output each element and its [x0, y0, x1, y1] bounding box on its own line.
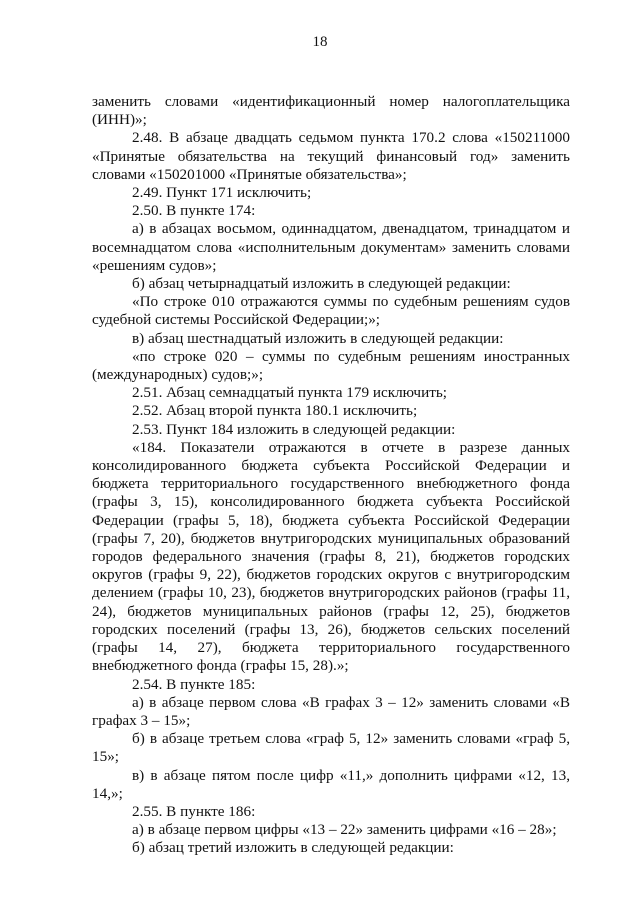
paragraph: 2.53. Пункт 184 изложить в следующей редакции:: [132, 420, 456, 438]
paragraph: заменить словами «идентификационный номер налогоплательщика (ИНН)»;: [92, 93, 570, 129]
paragraph: «184. Показатели отражаются в отчете в разрезе данных консолидированного бюджета субъекта Российской Федерации и бюджета территориального государственного внебюджетного фонда (графы 3, 15), консолидированного бюджета субъекта Российской Федерации (графы 5, 18), бюджета субъекта Российской Федерации (графы 7, 20), бюджетов внутригородских муниципальных образований городов федерального значения (графы 8, 21), бюджетов городских округов (графы 9, 22), бюджетов городских округов с внутригородским делением (графы 10, 23), бюджетов внутригородских районов (графы 11, 24), бюджетов муниципальных районов (графы 12, 25), бюджетов городских поселений (графы 13, 26), бюджетов сельских поселений (графы 14, 27), бюджета территориального государственного внебюджетного фонда (графы 15, 28).»;: [92, 438, 570, 675]
paragraph: 2.55. В пункте 186:: [132, 802, 256, 820]
paragraph: б) в абзаце третьем слова «граф 5, 12» заменить словами «граф 5, 15»;: [92, 730, 570, 766]
page-number: 18: [312, 34, 328, 50]
paragraph: «По строке 010 отражаются суммы по судебным решениям судов судебной системы Российской Федерации;»;: [92, 293, 570, 329]
paragraph: 2.48. В абзаце двадцать седьмом пункта 170.2 слова «150211000 «Принятые обязательства на текущий финансовый год» заменить словами «150201000 «Принятые обязательства»;: [92, 129, 570, 183]
document-body: [92, 93, 570, 858]
paragraph: а) в абзаце первом слова «В графах 3 – 12» заменить словами «В графах 3 – 15»;: [92, 693, 570, 729]
paragraph: а) в абзацах восьмом, одиннадцатом, двенадцатом, тринадцатом и восемнадцатом слова «исполнительным документам» заменить словами «решениям судов»;: [92, 220, 570, 274]
paragraph: 2.51. Абзац семнадцатый пункта 179 исключить;: [132, 384, 447, 402]
paragraph: 2.54. В пункте 185:: [132, 675, 256, 693]
paragraph: в) в абзаце пятом после цифр «11,» дополнить цифрами «12, 13, 14,»;: [92, 766, 570, 802]
paragraph: в) абзац шестнадцатый изложить в следующей редакции:: [132, 329, 504, 347]
paragraph: б) абзац третий изложить в следующей редакции:: [132, 839, 454, 857]
paragraph: «по строке 020 – суммы по судебным решениям иностранных (международных) судов;»;: [92, 347, 570, 384]
paragraph: 2.50. В пункте 174:: [132, 202, 256, 220]
paragraph: 2.49. Пункт 171 исключить;: [132, 184, 312, 202]
paragraph: 2.52. Абзац второй пункта 180.1 исключить;: [132, 402, 418, 420]
paragraph: б) абзац четырнадцатый изложить в следующей редакции:: [132, 275, 511, 293]
paragraph: а) в абзаце первом цифры «13 – 22» заменить цифрами «16 – 28»;: [132, 821, 557, 839]
